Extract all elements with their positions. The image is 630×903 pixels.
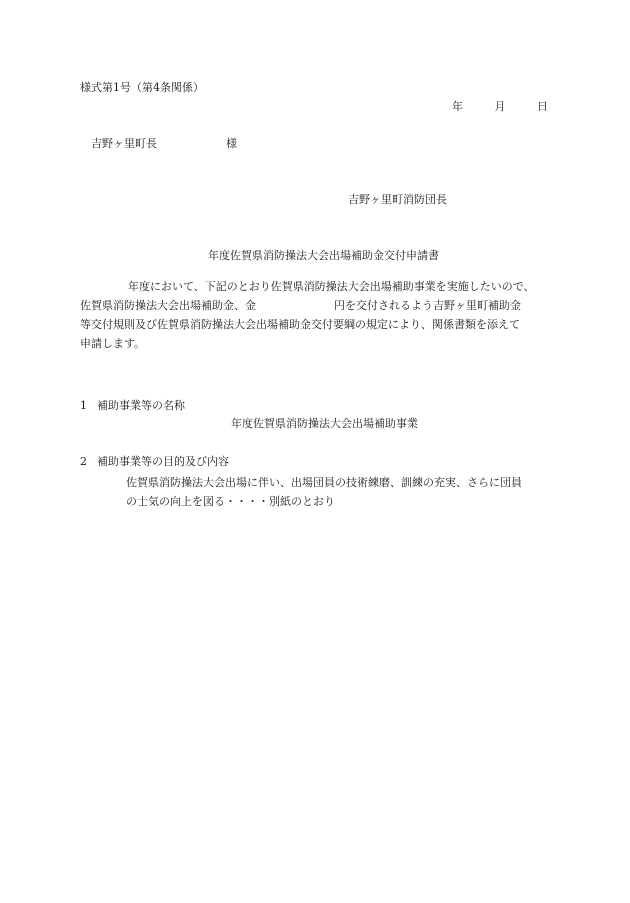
addressee-name: 吉野ヶ里町長 — [91, 137, 157, 150]
section-2-content-line-2: の士気の向上を図る・・・・別紙のとおり — [126, 495, 335, 508]
section-2-heading — [80, 456, 229, 467]
addressee-honorific: 様 — [226, 137, 237, 150]
body-paragraph — [80, 277, 550, 353]
body-line-2a: 佐賀県消防操法大会出場補助金、金 — [80, 299, 256, 312]
section-1-title: 補助事業等の名称 — [97, 399, 185, 412]
body-line-2 — [80, 296, 550, 315]
date-line — [452, 101, 548, 112]
section-2-title: 補助事業等の目的及び内容 — [97, 455, 229, 468]
document-title: 年度佐賀県消防操法大会出場補助金交付申請書 — [208, 249, 439, 262]
date-year: 年 — [452, 100, 463, 113]
section-2-number: 2 — [80, 455, 87, 468]
section-1-heading — [80, 400, 185, 411]
date-month: 月 — [494, 100, 506, 113]
section-1-number: 1 — [80, 399, 87, 412]
body-line-4: 申請します。 — [80, 337, 146, 350]
section-2-content-line-1: 佐賀県消防操法大会出場に伴い、出場団員の技術練磨、訓練の充実、さらに団員 — [126, 476, 522, 489]
date-day: 日 — [537, 100, 548, 113]
section-2-content — [126, 473, 522, 511]
section-1-content: 年度佐賀県消防操法大会出場補助事業 — [231, 417, 418, 430]
body-line-2b: 円を交付されるよう吉野ヶ里町補助金 — [334, 299, 521, 312]
body-line-1: 年度において、下記のとおり佐賀県消防操法大会出場補助事業を実施したいので、 — [128, 280, 535, 293]
addressee — [91, 138, 237, 149]
applicant: 吉野ヶ里町消防団長 — [348, 193, 447, 206]
form-number: 様式第1号（第4条関係） — [80, 81, 204, 94]
body-line-3: 等交付規則及び佐賀県消防操法大会出場補助金交付要綱の規定により、関係書類を添えて — [80, 318, 520, 331]
